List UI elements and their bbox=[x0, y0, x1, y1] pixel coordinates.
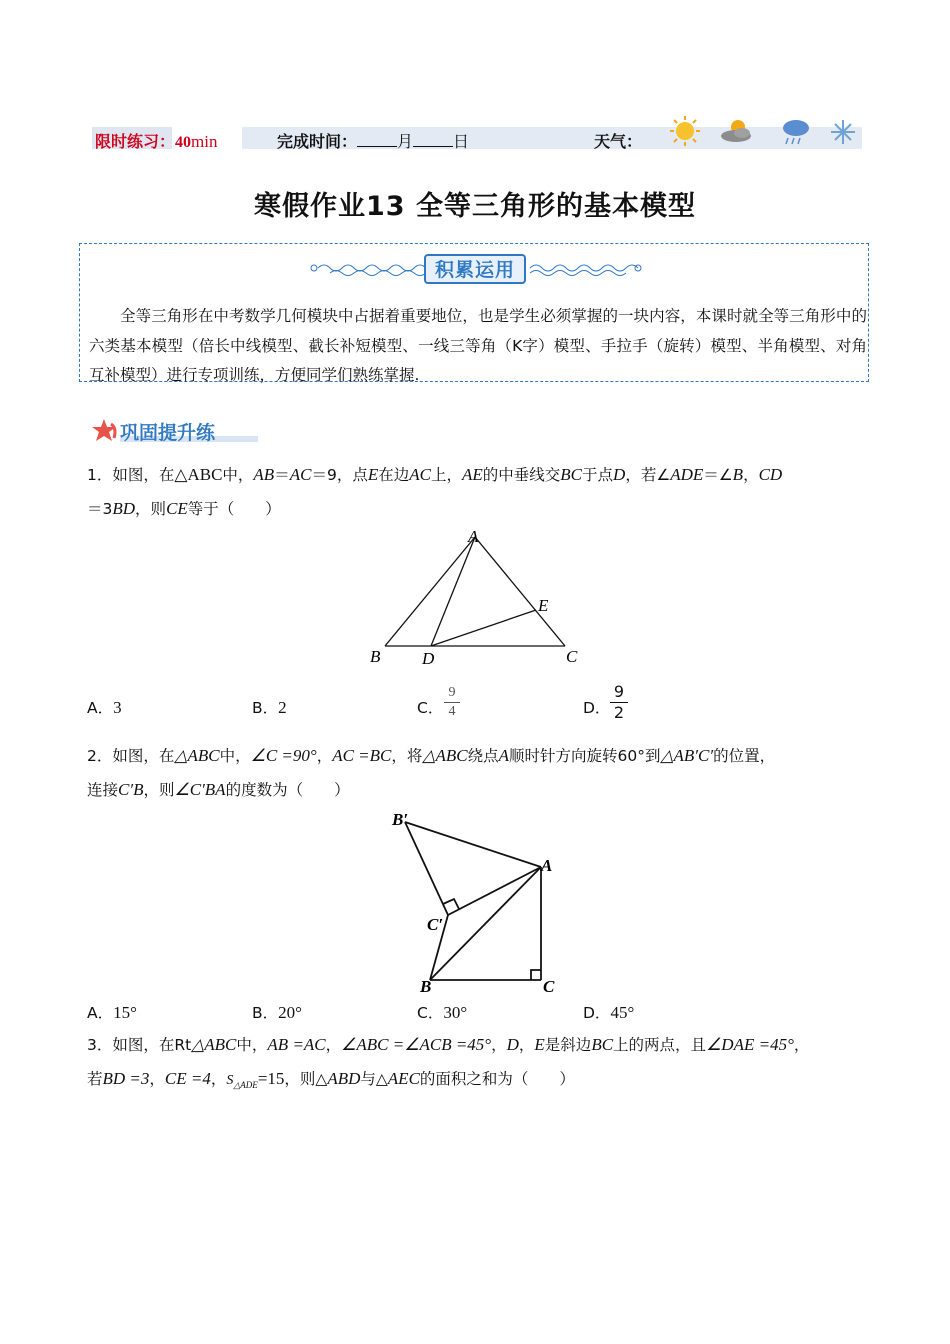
q1-option-b[interactable]: B．2 bbox=[252, 698, 287, 717]
label-C: C bbox=[566, 647, 578, 666]
label-C-prime: C′ bbox=[427, 915, 444, 934]
partly-cloudy-icon bbox=[721, 120, 751, 142]
time-limit: 限时练习：40min bbox=[95, 132, 218, 151]
star-icon bbox=[91, 418, 121, 444]
label-A: A bbox=[468, 527, 479, 546]
q1-option-c[interactable]: C． bbox=[417, 699, 444, 717]
finish-time: 完成时间： 月 日 bbox=[277, 132, 470, 151]
label-B: B bbox=[370, 647, 381, 666]
question-2: 2．如图，在△ABC中，∠C =90°，AC =BC，将△ABC绕点A顺时针方向旋转60°到△AB′C′的位置， 连接C′B，则∠C′BA的度数为（ ） bbox=[87, 746, 776, 799]
snow-icon bbox=[831, 120, 855, 144]
question-1: 1．如图，在△ABC中，AB＝AC＝9，点E在边AC上，AE的中垂线交BC于点D，若∠ADE＝∠B，CD ＝3BD，则CE等于（ ） bbox=[87, 465, 783, 518]
q2-option-c[interactable]: C．30° bbox=[417, 1003, 468, 1022]
label-C: C bbox=[543, 977, 555, 996]
q1-figure bbox=[360, 522, 600, 672]
rain-icon bbox=[783, 120, 809, 144]
q2-option-b[interactable]: B．20° bbox=[252, 1003, 302, 1022]
page-title: 寒假作业13 全等三角形的基本模型 bbox=[254, 191, 696, 222]
q1-option-c-fraction: 9 4 bbox=[444, 684, 460, 721]
day-blank[interactable] bbox=[413, 132, 453, 147]
sunny-icon bbox=[670, 116, 700, 146]
label-A: A bbox=[541, 856, 553, 875]
label-D: D bbox=[422, 649, 435, 668]
intro-text: 全等三角形在中考数学几何模块中占据着重要地位，也是学生必须掌握的一块内容，本课时就全等三角形中的六类基本模型（倍长中线模型、截长补短模型、一线三等角（K字）模型、手拉手（旋转）模型、半角模型、对角互补模型）进行专项训练，方便同学们熟练掌握. bbox=[89, 307, 867, 384]
q1-option-d-fraction: 9 2 bbox=[610, 682, 628, 723]
q2-option-a[interactable]: A．15° bbox=[87, 1003, 137, 1022]
question-3: 3．如图，在Rt△ABC中，AB =AC，∠ABC =∠ACB =45°，D，E是斜边BC上的两点，且∠DAE =45°， 若BD =3，CE =4，$S_{\triangle ADE}=15$，则△ABD与△AEC的面积之和为（ ） bbox=[87, 1035, 810, 1091]
intro-badge: 积累运用 bbox=[424, 254, 526, 284]
label-B-prime: B′ bbox=[392, 810, 409, 829]
q2-figure bbox=[380, 805, 580, 1000]
month-blank[interactable] bbox=[357, 132, 397, 147]
section-title: 巩固提升练 bbox=[120, 422, 216, 444]
q2-option-d[interactable]: D．45° bbox=[583, 1003, 635, 1022]
weather-icons bbox=[668, 114, 868, 154]
label-B: B bbox=[420, 977, 432, 996]
q1-option-d[interactable]: D． bbox=[583, 699, 611, 717]
q1-option-a[interactable]: A．3 bbox=[87, 698, 122, 717]
weather-label: 天气： bbox=[594, 132, 643, 151]
label-E: E bbox=[538, 596, 549, 615]
